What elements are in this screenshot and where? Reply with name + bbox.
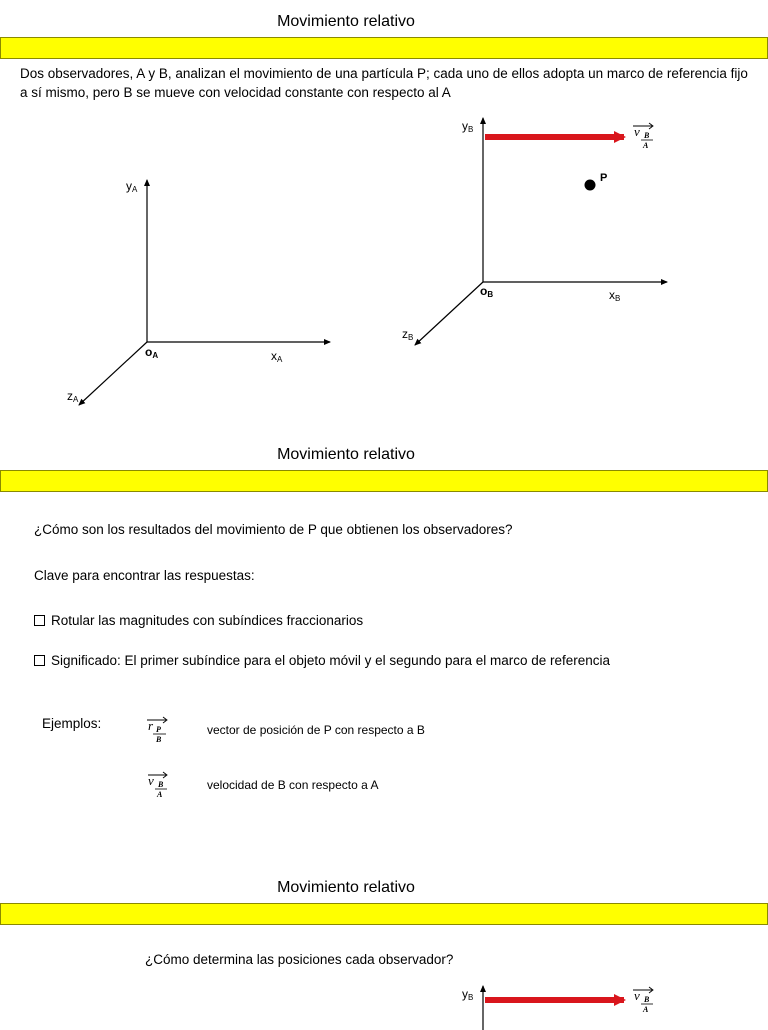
- svg-text:v: v: [634, 988, 640, 1003]
- frame-b-z-axis: [415, 282, 483, 345]
- example-2-text: velocidad de B con respecto a A: [207, 778, 379, 792]
- svg-text:v: v: [634, 124, 640, 139]
- frame-b-y-label: yB: [462, 119, 474, 134]
- slide3-title-bar: [0, 903, 768, 925]
- particle-p-dot: [585, 180, 596, 191]
- examples-symbols: [0, 700, 768, 800]
- svg-text:A: A: [157, 790, 163, 799]
- velocity-label: [633, 123, 653, 150]
- frame-b-origin-label: oB: [480, 284, 494, 299]
- slide3-question: ¿Cómo determina las posiciones cada observador?: [145, 952, 454, 967]
- frame-a-axes: [67, 179, 330, 405]
- checkbox-icon: [34, 615, 45, 626]
- svg-text:v: v: [148, 773, 154, 788]
- frame-a-z-label: zA: [67, 389, 79, 404]
- slide2-bullet-1: Rotular las magnitudes con subíndices fraccionarios: [34, 612, 363, 630]
- slide2-question: ¿Cómo son los resultados del movimiento de P que obtienen los observadores?: [34, 522, 513, 537]
- frame-a-x-label: xA: [271, 349, 283, 364]
- slide3-diagram: [0, 970, 768, 1030]
- svg-text:B: B: [156, 735, 162, 744]
- frame-b-x-label: xB: [609, 288, 621, 303]
- svg-text:B: B: [644, 131, 650, 140]
- checkbox-icon: [34, 655, 45, 666]
- svg-text:B: B: [158, 780, 164, 789]
- slide1-diagram: [0, 0, 768, 430]
- examples-label: Ejemplos:: [42, 716, 102, 731]
- slide2-bullet-2: Significado: El primer subíndice para el objeto móvil y el segundo para el marco de referencia: [34, 652, 610, 670]
- slide3-y-label: yB: [462, 987, 474, 1002]
- svg-text:A: A: [643, 1005, 649, 1014]
- example-1-text: vector de posición de P con respecto a B: [207, 723, 425, 737]
- svg-text:A: A: [643, 141, 649, 150]
- slide3-title: Movimiento relativo: [277, 879, 415, 896]
- particle-p-label: P: [600, 172, 608, 184]
- slide2-key: Clave para encontrar las respuestas:: [34, 568, 255, 583]
- frame-b-z-label: zB: [402, 327, 414, 342]
- slide2-title-bar: [0, 470, 768, 492]
- frame-a-z-axis: [79, 342, 147, 405]
- example-2-symbol: [148, 772, 167, 799]
- frame-a-origin-label: oA: [145, 345, 159, 360]
- frame-b-axes: [402, 118, 667, 345]
- svg-text:P: P: [156, 725, 161, 734]
- slide1-paragraph: Dos observadores, A y B, analizan el movimiento de una partícula P; cada uno de ellos adopta un marco de referencia fijo a sí mismo, pero B se mueve con velocidad constante con respecto al A: [20, 66, 748, 100]
- svg-text:r: r: [148, 718, 154, 733]
- slide3-velocity-label: [633, 987, 653, 1014]
- example-1-symbol: [147, 717, 167, 744]
- frame-a-y-label: yA: [126, 179, 138, 194]
- svg-text:B: B: [644, 995, 650, 1004]
- slide1-title: Movimiento relativo: [277, 13, 415, 30]
- slide2-title: Movimiento relativo: [277, 446, 415, 463]
